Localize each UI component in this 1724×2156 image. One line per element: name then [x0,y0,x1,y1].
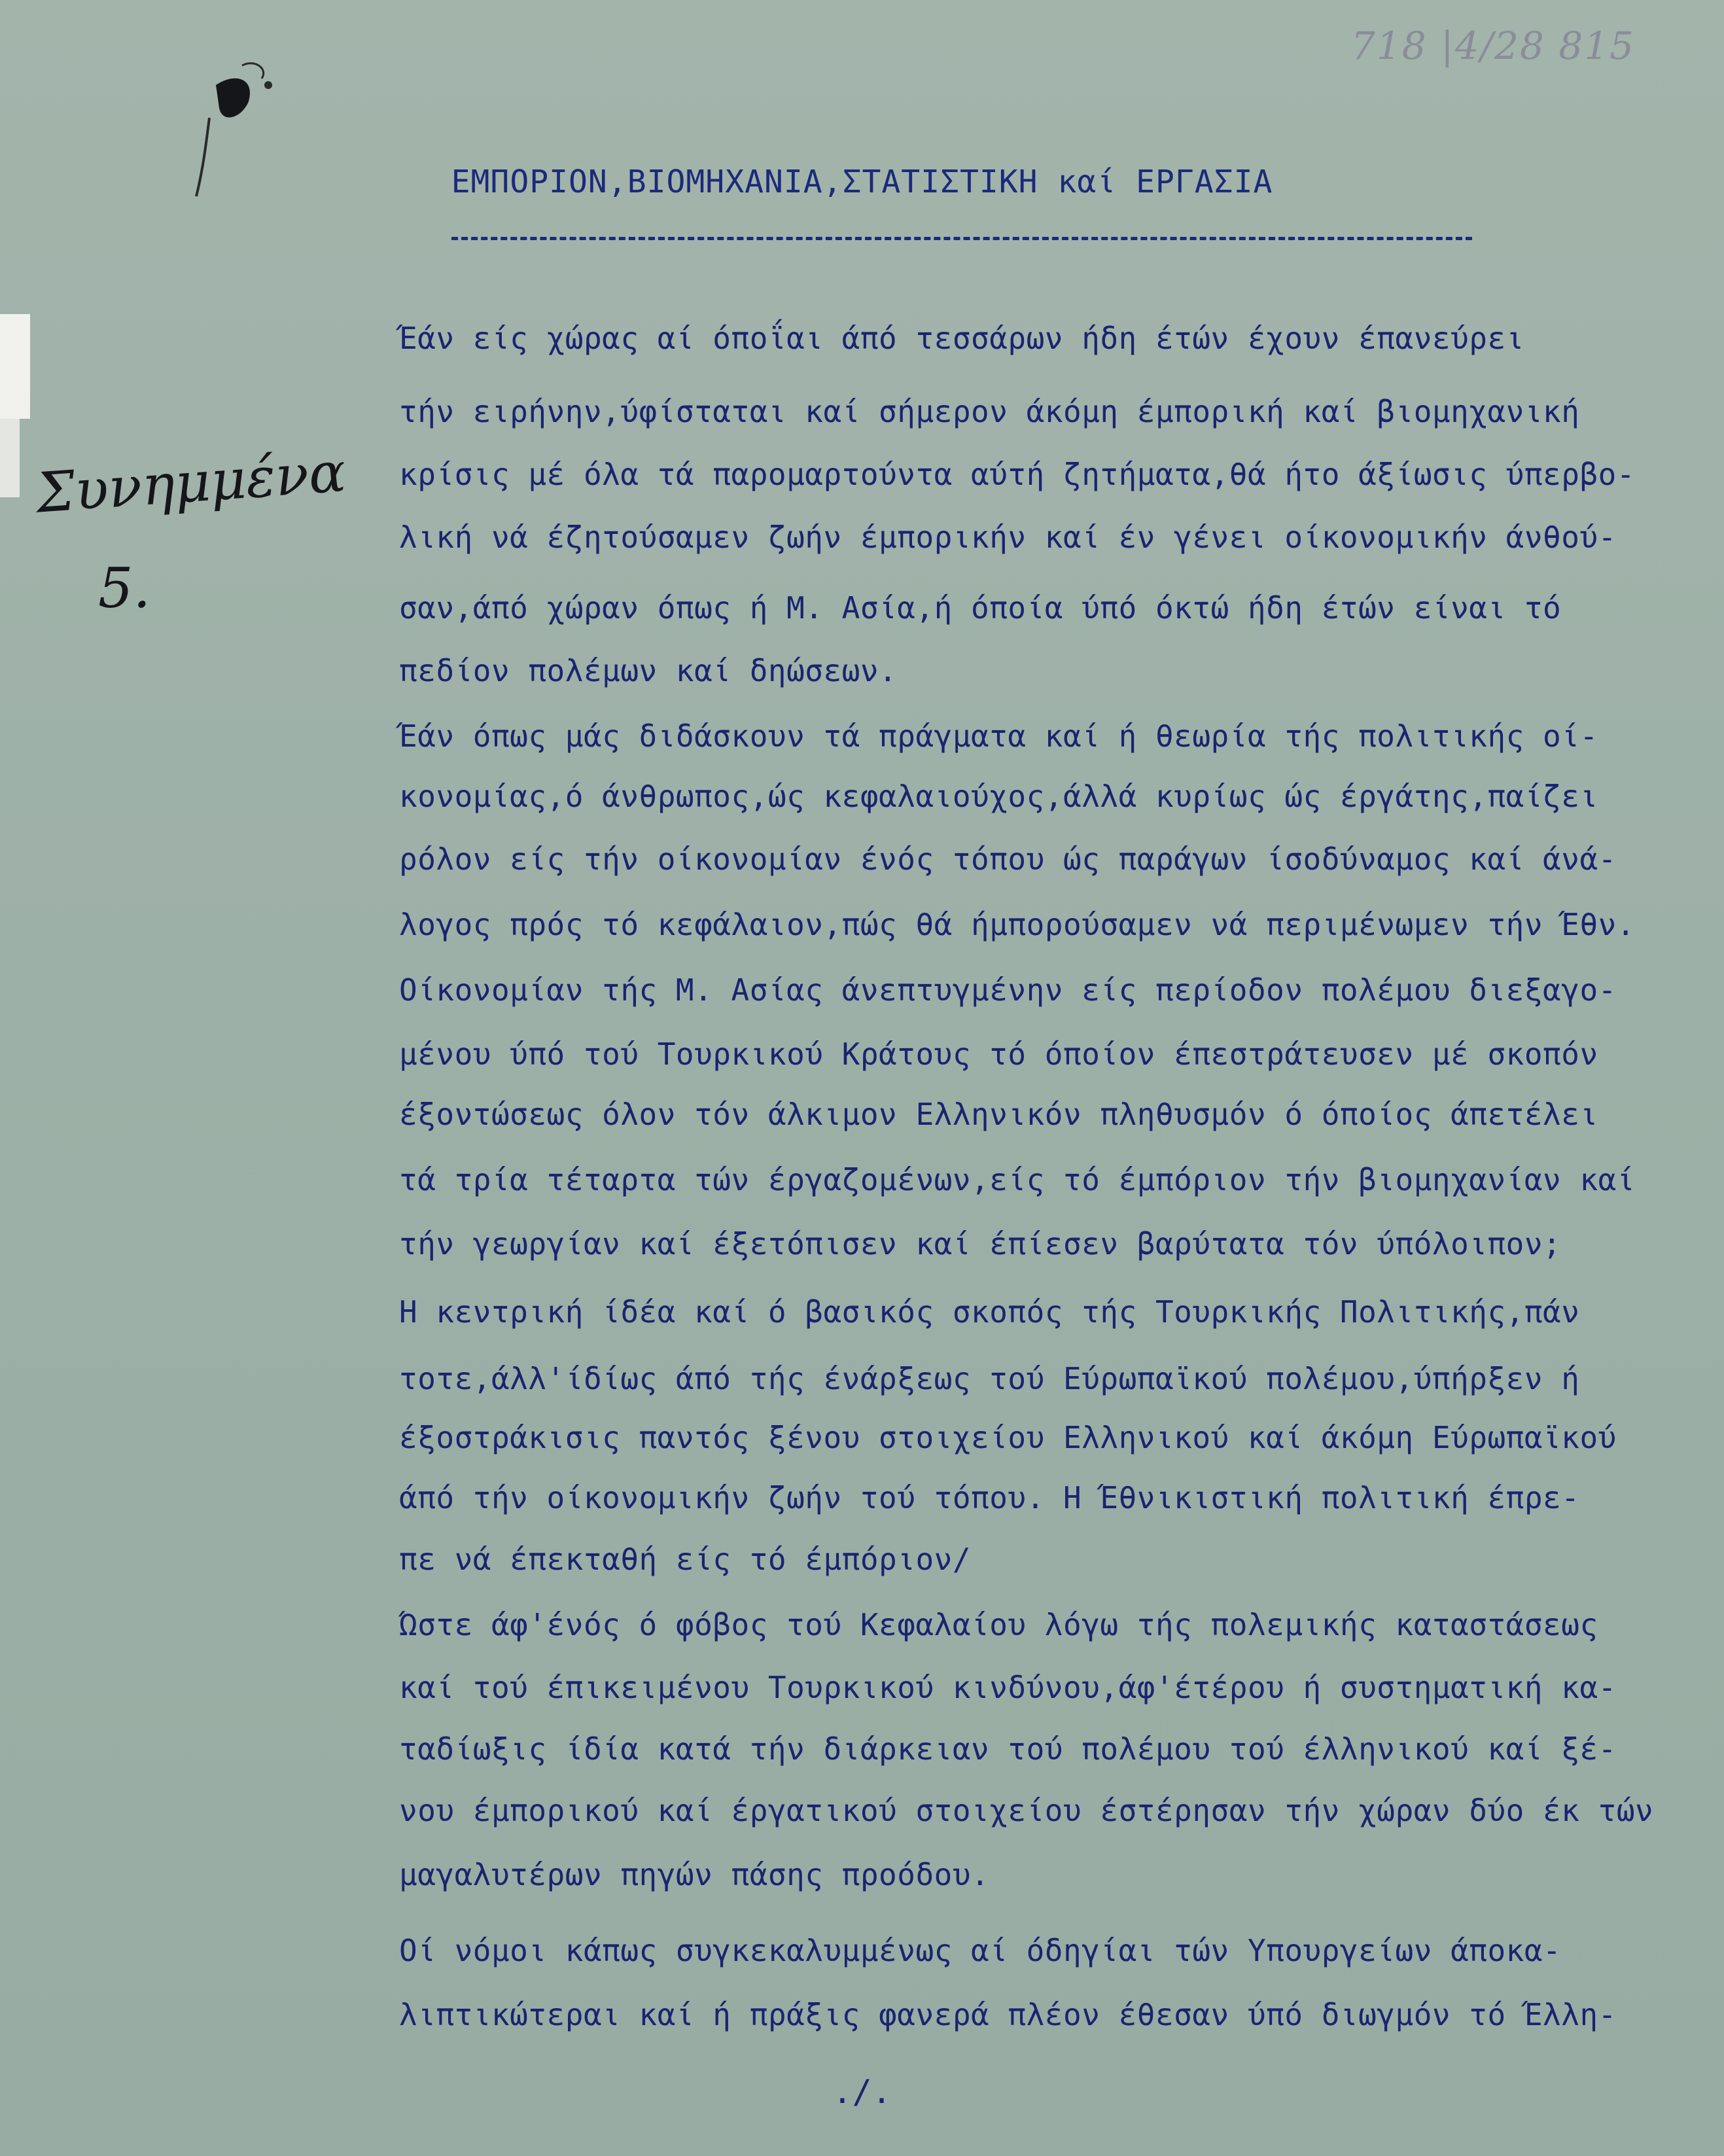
body-line: Οί νόμοι κάπως συγκεκαλυμμένως αί όδηγίαι τών Υπουργείων άποκα- [399,1933,1562,1968]
body-line: σαν,άπό χώραν όπως ή Μ. Ασία,ή όποία ύπό όκτώ ήδη έτών είναι τό [399,590,1562,626]
body-line: νου έμπορικού καί έργατικού στοιχείου έστέρησαν τήν χώραν δύο έκ τών [399,1793,1654,1828]
body-line: μένου ύπό τού Τουρκικού Κράτους τό όποίον έπεστράτευσεν μέ σκοπόν [399,1036,1598,1072]
body-line: Η κεντρική ίδέα καί ό βασικός σκοπός τής Τουρκικής Πολιτικής,πάν [399,1294,1580,1330]
body-line: τήν ειρήνην,ύφίσταται καί σήμερον άκόμη έμπορική καί βιομηχανική [399,394,1580,429]
body-line: ταδίωξις ίδία κατά τήν διάρκειαν τού πολέμου τού έλληνικού καί ξέ- [399,1731,1617,1767]
archive-stamp: 718 |4/28 815 [1351,24,1636,68]
body-line: κονομίας,ό άνθρωπος,ώς κεφαλαιούχος,άλλά κυρίως ώς έργάτης,παίζει [399,779,1598,814]
body-line: καί τού έπικειμένου Τουρκικού κινδύνου,άφ'έτέρου ή συστηματική κα- [399,1670,1617,1705]
body-line: τοτε,άλλ'ίδίως άπό τής ένάρξεως τού Εύρωπαϊκού πολέμου,ύπήρξεν ή [399,1361,1580,1396]
body-line: Έάν είς χώρας αί όποΐαι άπό τεσσάρων ήδη έτών έχουν έπανεύρει [399,321,1524,356]
body-line: λογος πρός τό κεφάλαιον,πώς θά ήμπορούσαμεν νά περιμένωμεν τήν Έθν. [399,907,1636,942]
body-line: Έάν όπως μάς διδάσκουν τά πράγματα καί ή θεωρία τής πολιτικής οί- [399,718,1598,754]
body-line: κρίσις μέ όλα τά παρομαρτούντα αύτή ζητήματα,θά ήτο άξίωσις ύπερβο- [399,457,1636,492]
page-continuation-marker: ./. [832,2073,892,2111]
paper-edge-shadow [0,419,20,497]
body-line: λική νά έζητούσαμεν ζωήν έμπορικήν καί έν γένει οίκονομικήν άνθού- [399,520,1617,555]
body-line: έξοντώσεως όλον τόν άλκιμον Ελληνικόν πληθυσμόν ό όποίος άπετέλει [399,1097,1598,1132]
paper-edge [0,314,30,419]
body-line: ρόλον είς τήν οίκονομίαν ένός τόπου ώς παράγων ίσοδύναμος καί άνά- [399,841,1617,877]
body-line: πεδίον πολέμων καί δηώσεων. [399,653,898,688]
handwritten-note: Συνημμένα [34,439,348,525]
body-line: πε νά έπεκταθή είς τό έμπόριον/ [399,1542,972,1577]
title-underline-rule [451,237,1472,240]
body-line: τήν γεωργίαν καί έξετόπισεν καί έπίεσεν βαρύτατα τόν ύπόλοιπον; [399,1226,1562,1262]
body-line: Οίκονομίαν τής Μ. Ασίας άνεπτυγμένην είς περίοδον πολέμου διεξαγο- [399,972,1617,1008]
body-line: τά τρία τέταρτα τών έργαζομένων,είς τό έμπόριον τήν βιομηχανίαν καί [399,1162,1636,1197]
document-title: ΕΜΠΟΡΙΟΝ,ΒΙΟΜΗΧΑΝΙΑ,ΣΤΑΤΙΣΤΙΚΗ καί ΕΡΓΑΣΙΑ [451,164,1273,200]
body-line: έξοστράκισις παντός ξένου στοιχείου Ελληνικού καί άκόμη Εύρωπαϊκού [399,1420,1617,1455]
body-line: άπό τήν οίκονομικήν ζωήν τού τόπου. Η Έθνικιστική πολιτική έπρε- [399,1480,1580,1515]
body-line: Ώστε άφ'ένός ό φόβος τού Κεφαλαίου λόγω τής πολεμικής καταστάσεως [399,1607,1598,1642]
handwritten-note-number: 5. [98,556,151,620]
body-line: μαγαλυτέρων πηγών πάσης προόδου. [399,1857,990,1892]
body-line: λιπτικώτεραι καί ή πράξις φανερά πλέον έθεσαν ύπό διωγμόν τό Έλλη- [399,1997,1617,2032]
